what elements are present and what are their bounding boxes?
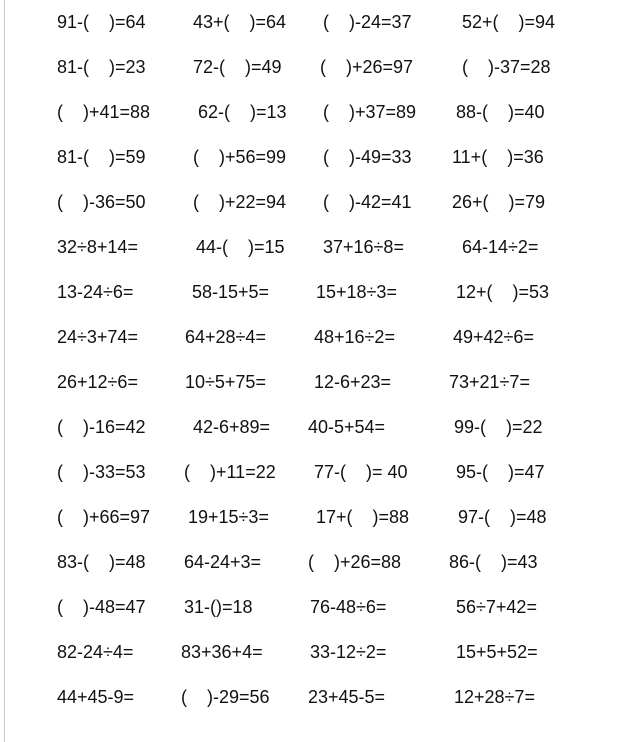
problem-cell: 86-( )=43 <box>449 552 538 572</box>
problem-cell: 23+45-5= <box>308 687 386 707</box>
worksheet-row <box>0 52 634 82</box>
problem-cell: 97-( )=48 <box>458 507 547 527</box>
problem-cell: 83+36+4= <box>181 642 263 662</box>
problem-cell: 17+( )=88 <box>316 507 410 527</box>
problem-cell: ( )-37=28 <box>462 57 551 77</box>
worksheet-row <box>0 547 634 577</box>
problem-cell: 12-6+23= <box>314 372 392 392</box>
worksheet-row <box>0 637 634 667</box>
problem-cell: 15+18÷3= <box>316 282 397 302</box>
problem-cell: 24÷3+74= <box>57 327 138 347</box>
problem-cell: 99-( )=22 <box>454 417 543 437</box>
problem-cell: 44+45-9= <box>57 687 135 707</box>
problem-cell: 15+5+52= <box>456 642 538 662</box>
worksheet-row <box>0 457 634 487</box>
worksheet-row <box>0 502 634 532</box>
problem-cell: 83-( )=48 <box>57 552 146 572</box>
worksheet-row <box>0 322 634 352</box>
problem-cell: 31-()=18 <box>184 597 253 617</box>
problem-cell: 12+28÷7= <box>454 687 535 707</box>
worksheet-row <box>0 592 634 622</box>
problem-cell: 43+( )=64 <box>193 12 287 32</box>
problem-cell: ( )-29=56 <box>181 687 270 707</box>
worksheet-row <box>0 97 634 127</box>
problem-cell: 52+( )=94 <box>462 12 556 32</box>
worksheet-row <box>0 232 634 262</box>
problem-cell: 44-( )=15 <box>196 237 285 257</box>
problem-cell: 42-6+89= <box>193 417 271 437</box>
problem-cell: ( )+56=99 <box>193 147 287 167</box>
problem-cell: 64-24+3= <box>184 552 262 572</box>
problem-cell: ( )+26=97 <box>320 57 414 77</box>
worksheet-row <box>0 142 634 172</box>
problem-cell: 64-14÷2= <box>462 237 539 257</box>
problem-cell: 26+12÷6= <box>57 372 138 392</box>
problem-cell: 72-( )=49 <box>193 57 282 77</box>
problem-cell: 48+16÷2= <box>314 327 395 347</box>
problem-cell: 13-24÷6= <box>57 282 134 302</box>
problem-cell: 76-48÷6= <box>310 597 387 617</box>
problem-cell: ( )+22=94 <box>193 192 287 212</box>
problem-cell: 64+28÷4= <box>185 327 266 347</box>
problem-cell: 33-12÷2= <box>310 642 387 662</box>
problem-cell: 10÷5+75= <box>185 372 266 392</box>
problem-cell: 49+42÷6= <box>453 327 534 347</box>
worksheet-row <box>0 187 634 217</box>
problem-cell: 40-5+54= <box>308 417 386 437</box>
problem-cell: ( )+37=89 <box>323 102 417 122</box>
problem-cell: ( )-48=47 <box>57 597 146 617</box>
problem-cell: 88-( )=40 <box>456 102 545 122</box>
problem-cell: 81-( )=59 <box>57 147 146 167</box>
problem-cell: 91-( )=64 <box>57 12 146 32</box>
problem-cell: 12+( )=53 <box>456 282 550 302</box>
problem-cell: ( )-33=53 <box>57 462 146 482</box>
problem-cell: 26+( )=79 <box>452 192 546 212</box>
problem-cell: ( )+66=97 <box>57 507 151 527</box>
problem-cell: ( )-16=42 <box>57 417 146 437</box>
problem-cell: 95-( )=47 <box>456 462 545 482</box>
problem-cell: 81-( )=23 <box>57 57 146 77</box>
problem-cell: 62-( )=13 <box>198 102 287 122</box>
worksheet-row <box>0 7 634 37</box>
problem-cell: ( )-49=33 <box>323 147 412 167</box>
problem-cell: ( )+26=88 <box>308 552 402 572</box>
worksheet-row <box>0 412 634 442</box>
problem-cell: ( )-24=37 <box>323 12 412 32</box>
problem-cell: 77-( )= 40 <box>314 462 408 482</box>
problem-cell: 82-24÷4= <box>57 642 134 662</box>
problem-cell: 37+16÷8= <box>323 237 404 257</box>
problem-cell: 73+21÷7= <box>449 372 530 392</box>
problem-cell: 11+( )=36 <box>452 147 544 167</box>
problem-cell: 56÷7+42= <box>456 597 537 617</box>
problem-cell: ( )-42=41 <box>323 192 412 212</box>
worksheet-row <box>0 277 634 307</box>
problem-cell: ( )+41=88 <box>57 102 151 122</box>
worksheet-row <box>0 367 634 397</box>
problem-cell: ( )-36=50 <box>57 192 146 212</box>
problem-cell: 19+15÷3= <box>188 507 269 527</box>
worksheet-row <box>0 682 634 712</box>
problem-cell: ( )+11=22 <box>184 462 276 482</box>
problem-cell: 58-15+5= <box>192 282 270 302</box>
problem-cell: 32÷8+14= <box>57 237 138 257</box>
